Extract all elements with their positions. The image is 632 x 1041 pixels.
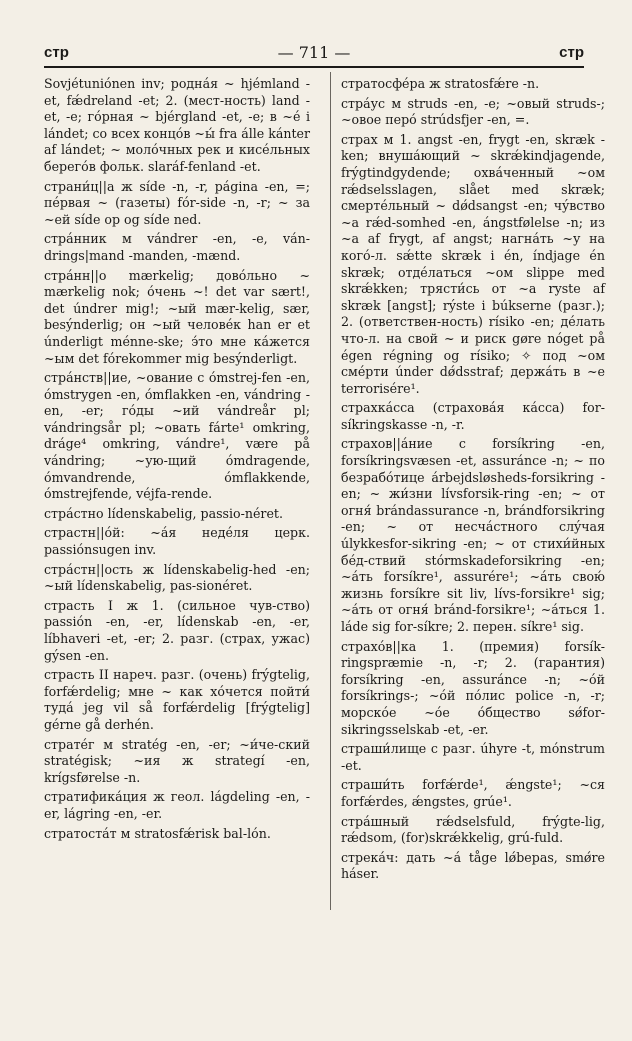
- dictionary-entry: страх м 1. angst -en, frygt -en, skræk -ken; внушáющий ~ skrǽkindjagende, frýgtindgydende; охвáченный ~ом rǽdselsslagen, slået med skræk; смертéльный ~ dǿdsangst -en; чýвство ~а rǽd-somhed -en, ángstfølelse -n; из ~а af frygt, af angst; нагнáть ~у на когó-л. sǽtte skræk i én, índjage én skræk; отдéлаться ~ом slippe med skrǽkken; трясти́сь от ~а ryste af skræk [angst]; rýste i búkserne (разг.); 2. (ответствен-ность) rísiko -en; дéлать что-л. на свой ~ и риск gøre nóget på égen régning og rísiko; ✧ под ~ом смéрти únder dǿdsstraf; держáть в ~е terrorisére¹.: [341, 131, 605, 396]
- dictionary-entry: стрáшный rǽdselsfuld, frýgte-lig, rǽdsom, (for)skrǽkkelig, grú-fuld.: [341, 813, 605, 846]
- dictionary-entry: страсть II нареч. разг. (очень) frýgtelig, forfǽrdelig; мне ~ как хóчется пойти́ тудá jeg vil så forfǽrdelig [frýgtelig] gérne gå derhén.: [44, 667, 310, 732]
- dictionary-entry: стрекáч: дать ~á tåge lǿbepas, smǿre háser.: [341, 849, 605, 882]
- dictionary-entry: страсть I ж 1. (сильное чув-ство) passión -en, -er, lídenskab -en, -er, líbhaveri -et, -er; 2. разг. (страх, ужас) gýsen -en.: [44, 597, 310, 663]
- dictionary-entry: стратостáт м stratosfǽrisk bal-lón.: [44, 825, 271, 841]
- dictionary-entry: стратéг м stratég -en, -er; ~и́че-ский stratégisk; ~ия ж strategí -en, krígsførelse -n.: [44, 736, 310, 785]
- header-right-guide-word: стр: [559, 44, 584, 61]
- dictionary-entry: страни́ц||а ж síde -n, -r, página -en, =; пéрвая ~ (газеты) fór-side -n, -r; ~ за ~ей síde op og síde ned.: [44, 178, 310, 227]
- dictionary-entry: Sovjétuniónen inv; роднáя ~ hjémland -et, fǽdreland -et; 2. (мест-ность) land -et, -e; гóрная ~ bjérgland -et, -e; в ~é i lándet; со всех концóв ~ы́ fra álle kánter af lándet; ~ молóчных рек и кисéльных берегóв фольк. slaráf-fenland -et.: [44, 76, 311, 174]
- page-header: [44, 40, 584, 68]
- dictionary-entry: стрáнств||ие, ~ование с ómstrej-fen -en, ómstrygen -en, ómflakken -en, vándring -en, -er; гóды ~ий vándreår pl; vándringsår pl; ~овать fárte¹ omkring, dráge⁴ omkring, vándre¹, være på vándring; ~ую-щий ómdragende, ómvandrende, ómflakkende, ómstrejfende, véjfa-rende.: [44, 370, 310, 502]
- dictionary-entry: стрáстно lídenskabelig, passio-néret.: [44, 505, 283, 521]
- header-left-guide-word: стр: [44, 44, 69, 61]
- dictionary-entry: страхóв||ка 1. (премия) forsík-ringspræmie -n, -r; 2. (гарантия) forsíkring -en, assuránce -n; ~óй forsíkrings-; ~óй пóлис police -n, -r; морскóе ~óе óбщество sǿfor-sikringsselskab -et, -er.: [341, 638, 605, 737]
- dictionary-entry: стратосфéра ж stratosfǽre -n.: [341, 76, 540, 91]
- dictionary-entry: стрáус м struds -en, -e; ~овый struds-; ~овое перó strúdsfjer -en, =.: [341, 95, 605, 128]
- dictionary-entry: страши́ть forfǽrde¹, ǽngste¹; ~ся forfǽrdes, ǽngstes, grúe¹.: [341, 777, 605, 809]
- page-number: — 711 —: [277, 43, 351, 62]
- column-divider: [330, 72, 331, 910]
- dictionary-entry: страстн||óй: ~áя недéля церк. passiónsugen inv.: [44, 525, 310, 558]
- right-column: [341, 76, 605, 886]
- dictionary-entry: страхов||áние с forsíkring -en, forsíkringsvæsen -et, assuránce -n; ~ по безрабóтице árbejdsløsheds-forsikring -en; ~ жи́зни lívsforsik-ring -en; ~ от огня́ brándassurance -n, brándforsikring -en; ~ от несчáстного слýчая úlykkesfor-sikring -en; ~ от стихи́йных бéд-ствий stórmskadeforsikring -en; ~áть forsíkre¹, assurére¹; ~áть свою́ жизнь forsíkre sit liv, lívs-forsikre¹ sig; ~áть от огня́ bránd-forsikre¹; ~áться 1. láde sig for-síkre; 2. перен. síkre¹ sig.: [341, 436, 605, 634]
- dictionary-entry: страхкáсса (страховáя кáсса) for-síkringskasse -n, -r.: [341, 400, 605, 432]
- dictionary-entry: стрáстн||ость ж lídenskabelig-hed -en; ~ый lídenskabelig, pas-sionéret.: [44, 561, 310, 594]
- dictionary-entry: стрáнн||о mærkelig; довóльно ~ mærkelig nok; óчень ~! det var sært!, det úndrer mig!; ~ый mær-kelig, sær, besýnderlig; он ~ый человéк han er et únderligt ménne-ske; э́то мне кáжется ~ым det fórekommer mig besýnderligt.: [44, 267, 310, 366]
- dictionary-entry: стрáнник м vándrer -en, -e, ván-drings|mand -manden, -mænd.: [44, 231, 310, 263]
- dictionary-entry: стратифика́ция ж геол. lágdeling -en, -er, lágring -en, -er.: [44, 789, 310, 821]
- left-column: [44, 76, 310, 845]
- dictionary-entry: страши́лище с разг. úhyre -t, mónstrum -et.: [341, 741, 605, 773]
